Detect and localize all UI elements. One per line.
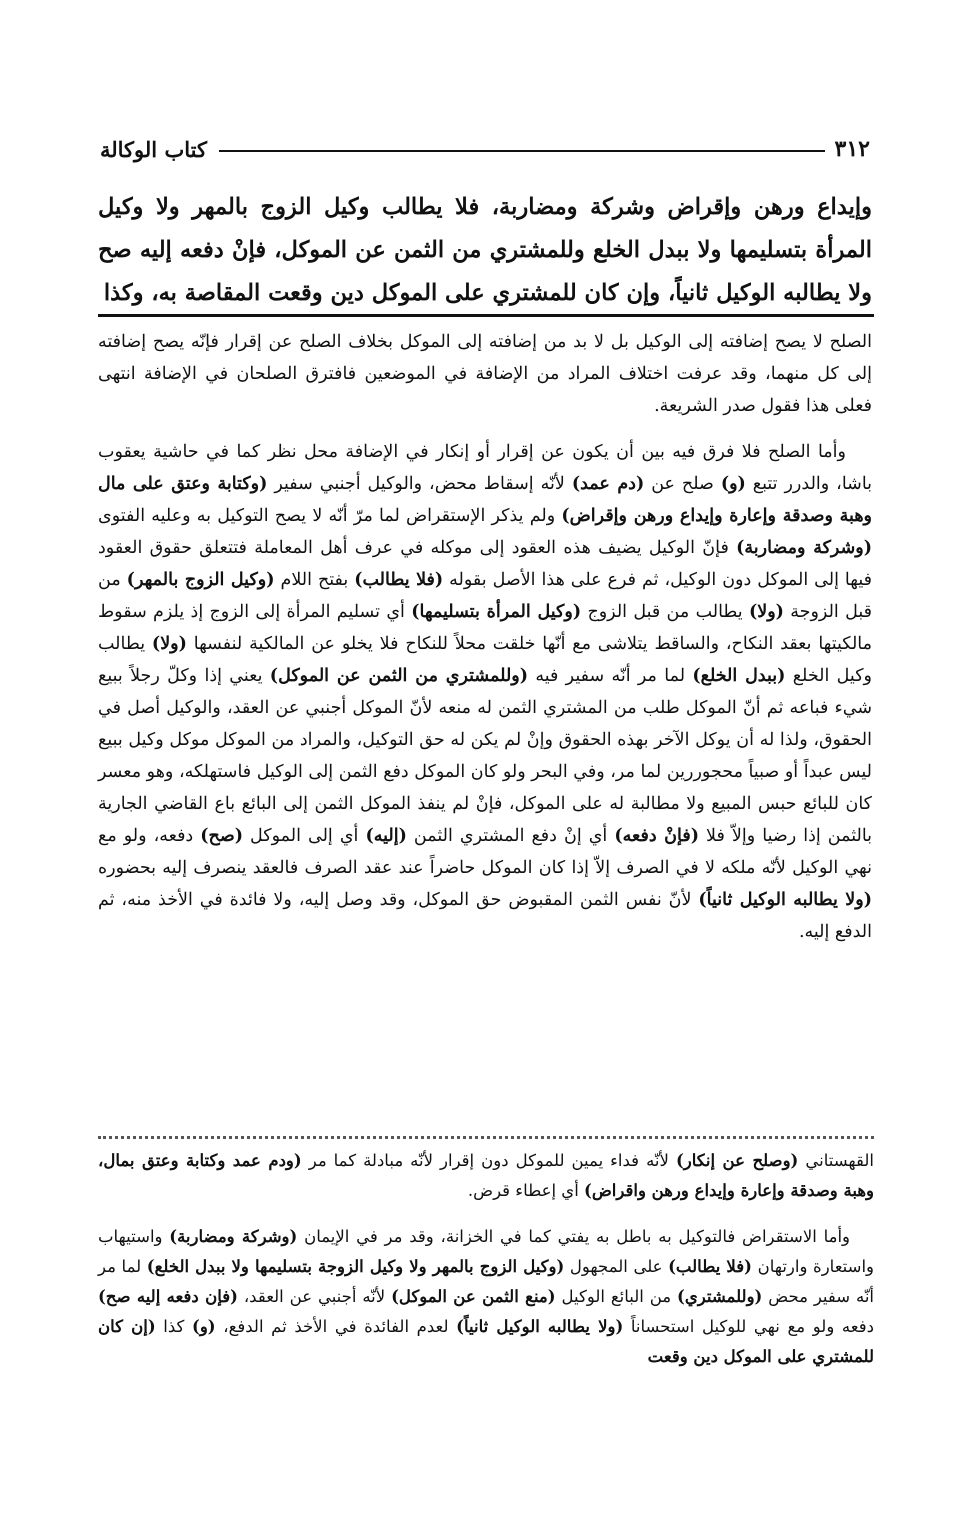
footnote-quote: (وللمشتري) — [677, 1287, 763, 1306]
footnote-quote: (وكيل الزوج بالمهر ولا وكيل الزوجة بتسليمها ولا ببدل الخلع) — [146, 1257, 565, 1276]
commentary-quote: (وللمشتري من الثمن عن الموكل) — [269, 666, 529, 686]
commentary-text: فإنّ الوكيل يضيف هذه العقود إلى موكله في عرف أهل المعاملة فتتعلق حقوق العقود فيها إلى الموكل دون الوكيل، ثم فرع على هذا الأصل بقوله — [98, 538, 872, 590]
commentary-text: يعني إذا وكلّ رجلاً ببيع شيء فباعه ثم أنّ الموكل طلب من المشتري الثمن له منعه لأنّ الموكل أجنبي عن العقد، والوكيل أصل في الحقوق، ولذا له أن يوكل الآخر بهذه الحقوق وإنْ لم يكن له حق التوكيل، والمراد من الموكل موكل وكيل ببيع ليس عبداً أو صبياً محجوررين لما مر، وفي البحر ولو كان الموكل دفع الثمن إلى الوكيل فاستهلكه، وهو معسر كان للبائع حبس المبيع ولا مطالبة له على الموكل، فإنْ لم ينفذ الموكل الثمن إلى البائع باع القاضي الجارية بالثمن إذا رضيا وإلاّ فلا — [98, 666, 873, 846]
footnote-quote: (وشركة ومضاربة) — [169, 1227, 298, 1246]
commentary-quote: (ولا يطالبه الوكيل ثانياً) — [698, 890, 872, 910]
commentary-text: أي إلى الموكل — [243, 826, 366, 846]
commentary-text: من قبل الزوجة — [98, 570, 872, 622]
footnote-quote: (منع الثمن عن الموكل) — [391, 1287, 556, 1306]
commentary-text: لأنّ نفس الثمن المقبوض حق الموكل، وقد وصل إليه، ولا فائدة في الأخذ منه، ثم الدفع إليه. — [98, 890, 872, 942]
footnote-quote: (و) — [192, 1317, 216, 1336]
commentary-quote: (وكيل الزوج بالمهر) — [126, 570, 275, 590]
commentary-text: يطالب وكيل الخلع — [98, 634, 872, 686]
footnote-text: لعدم الفائدة في الأخذ ثم الدفع، — [215, 1317, 457, 1336]
commentary — [98, 326, 872, 962]
footnote-separator — [98, 1136, 874, 1139]
commentary-text: لما مر أنّه سفير فيه — [528, 666, 693, 686]
commentary-text: ولم يذكر الإستقراض لما مرّ أنّه لا يصح التوكيل به وعليه الفتوى — [98, 506, 562, 526]
commentary-text: دفعه، ولو مع نهي الوكيل لأنّه ملكه لا في الصرف إلاّ إذا كان الموكل حاضراً عند عقد الصرف فالعقد ينصرف إليه بحضوره — [98, 826, 872, 878]
commentary-text: أي تسليم المرأة إلى الزوج إذ يلزم سقوط مالكيتها بعقد النكاح، والساقط يتلاشى مع أنّها خلقت محلاً للنكاح فلا يخلو عن المالكية لنفسها — [98, 602, 873, 654]
footnote-text: لأنّه فداء يمين للموكل دون إقرار لأنّه مبادلة كما مر — [301, 1151, 676, 1170]
commentary-text: يطالب من قبل الزوج — [581, 602, 749, 622]
footnote-text: كذا — [155, 1317, 193, 1336]
footnote-text: لما مر أنّه سفير محض — [98, 1257, 874, 1306]
commentary-quote: (وكيل المرأة بتسليمها) — [411, 602, 582, 622]
main-text-body: وإيداع ورهن وإقراض وشركة ومضاربة، فلا يطالب وكيل الزوج بالمهر ولا وكيل المرأة بتسليمها ولا ببدل الخلع وللمشتري من الثمن عن الموكل، فإنْ دفعه إليه صح ولا يطالبه الوكيل ثانياً، وإن كان للمشتري على الموكل دين وقعت المقاصة به، وكذا — [98, 194, 872, 306]
commentary-text: لأنّه إسقاط محض، والوكيل أجنبي سفير — [267, 474, 572, 494]
main-text — [98, 186, 872, 315]
commentary-quote: (وكتابة وعتق على مال وهبة وصدقة وإعارة وإيداع ورهن وإقراض) — [98, 474, 873, 526]
footnote-text: القهستاني — [798, 1151, 875, 1170]
commentary-quote: (فإنْ دفعه) — [614, 826, 700, 846]
footnote-quote: (وصلح عن إنكار) — [675, 1151, 799, 1170]
commentary-quote: (ولا) — [748, 602, 784, 622]
commentary-paragraph-1: الصلح لا يصح إضافته إلى الوكيل بل لا بد من إضافته إلى الموكل بخلاف الصلح عن إقرار فإنّه يصح إضافته إلى كل منهما، وقد عرفت اختلاف المراد من الإضافة في الموضعين فافترق الصلحان في الإضافة انتهى فعلى هذا فقول صدر الشريعة. — [98, 332, 872, 416]
commentary-quote: (وشركة ومضاربة) — [736, 538, 872, 558]
footnote-text: وأما الاستقراض فالتوكيل به باطل به يفتي كما في الخزانة، وقد مر في الإيمان — [297, 1227, 850, 1246]
footnote-text: على المجهول — [564, 1257, 669, 1276]
header-rule — [219, 150, 825, 152]
commentary-text: بفتح اللام — [274, 570, 355, 590]
footnote-text: دفعه ولو مع نهي للوكيل استحساناً — [623, 1317, 874, 1336]
commentary-text: صلح عن — [644, 474, 721, 494]
commentary-text: وأما الصلح فلا فرق فيه بين أن يكون عن إقرار أو إنكار في الإضافة محل نظر كما في حاشية يعقوب باشا، والدرر تتبع — [98, 442, 873, 494]
page-number: ٣١٢ — [834, 136, 870, 162]
commentary-quote: (و) — [720, 474, 746, 494]
commentary-quote: (صح) — [200, 826, 243, 846]
footnote-quote: (فإن دفعه إليه صح) — [98, 1287, 238, 1306]
footnote-quote: (ولا يطالبه الوكيل ثانياً) — [456, 1317, 624, 1336]
commentary-quote: (ببدل الخلع) — [692, 666, 786, 686]
book-title: كتاب الوكالة — [100, 136, 207, 162]
footnote — [98, 1146, 874, 1388]
footnote-text: واستيهاب واستعارة وارتهان — [98, 1227, 875, 1276]
footnote-quote: (إن كان للمشتري على الموكل دين وقعت — [98, 1317, 874, 1366]
commentary-quote: (إليه) — [365, 826, 407, 846]
commentary-paragraph-2 — [98, 436, 872, 948]
footnote-quote: (فلا يطالب) — [668, 1257, 752, 1276]
page-header — [100, 132, 870, 166]
main-text-divider — [98, 314, 874, 317]
commentary-quote: (فلا يطالب) — [354, 570, 444, 590]
footnote-paragraph-1 — [98, 1146, 874, 1206]
footnote-text: أي إعطاء قرض. — [467, 1181, 585, 1200]
footnote-text: من البائع الوكيل — [555, 1287, 678, 1306]
footnote-quote: (ودم عمد وكتابة وعتق بمال، وهبة وصدقة وإعارة وإيداع ورهن واقراض) — [98, 1151, 874, 1200]
commentary-quote: (دم عمد) — [571, 474, 645, 494]
commentary-quote: (ولا) — [151, 634, 187, 654]
commentary-text: أي إنْ دفع المشتري الثمن — [406, 826, 615, 846]
footnote-text: لأنّه أجنبي عن العقد، — [237, 1287, 392, 1306]
footnote-paragraph-2 — [98, 1222, 874, 1372]
